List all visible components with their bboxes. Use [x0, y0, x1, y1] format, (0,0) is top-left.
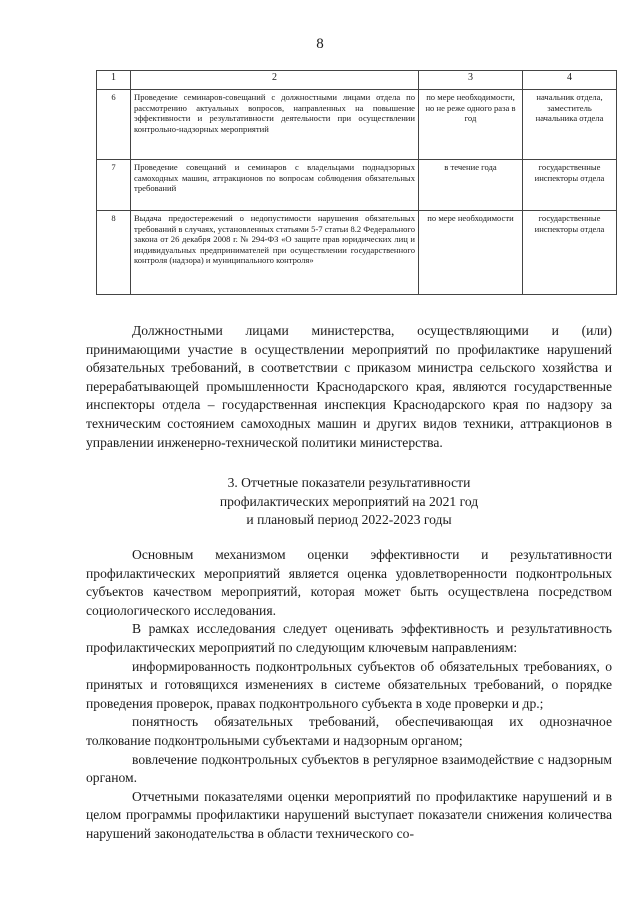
body-paragraph: В рамках исследования следует оценивать эффективность и результативность профилактических мероприятий по следующим ключевым направлениям: — [86, 621, 612, 655]
row-number: 6 — [97, 90, 131, 160]
body-paragraph: вовлечение подконтрольных субъектов в регулярное взаимодействие с надзорным органом. — [86, 751, 612, 786]
table-row — [97, 90, 617, 160]
measure-responsible: начальник отдела, заместитель начальника отдела — [523, 90, 617, 160]
table-row — [97, 160, 617, 211]
measure-text: Выдача предостережений о недопустимости нарушения обязательных требований в случаях, установленных статьями 5-7 статьи 8.2 Федерального закона от 26 декабря 2008 г. № 294-ФЗ «О защите прав юридических лиц и индивидуальных предпринимателей при осуществлении государственного контроля (надзора) и муниципального контроля» — [131, 211, 419, 295]
table-row — [97, 211, 617, 295]
measure-responsible: государственные инспекторы отдела — [523, 211, 617, 295]
body-paragraph: информированность подконтрольных субъектов об обязательных требованиях, о принятых и готовящихся изменениях в системе обязательных требований, о порядке проведения проверок, правах подконтрольного субъекта в ходе проверки и др.; — [86, 658, 612, 711]
table-header-cell: 4 — [523, 71, 617, 90]
table-header-cell: 3 — [419, 71, 523, 90]
section-title — [86, 474, 612, 530]
measure-responsible: государственные инспекторы отдела — [523, 160, 617, 211]
officials-paragraph-block — [86, 322, 612, 452]
table-header-cell: 1 — [97, 71, 131, 90]
measure-text: Проведение семинаров-совещаний с должностными лицами отдела по рассмотрению актуальных вопросов, направленных на повышение эффективности и результативности деятельности при осуществлении контрольно-надзорных мероприятий — [131, 90, 419, 160]
table-header-cell: 2 — [131, 71, 419, 90]
section-title-line: профилактических мероприятий на 2021 год — [219, 493, 479, 509]
measure-term: в течение года — [419, 160, 523, 211]
page-number: 8 — [316, 36, 324, 52]
officials-paragraph: Должностными лицами министерства, осуществляющими и (или) принимающими участие в осуществлении мероприятий по профилактике нарушений обязательных требований, в соответствии с приказом министра сельского хозяйства и перерабатывающей промышленности Краснодарского края, являются государственные инспекторы отдела – государственная инспекция Краснодарского края по надзору за техническим состоянием самоходных машин и других видов техники, аттракционов в управлении инженерно-технической политики министерства. — [86, 323, 612, 450]
body-paragraph: Отчетными показателями оценки мероприятий по профилактике нарушений и в целом программы профилактики нарушений выступает показатели снижения количества нарушений законодательства в области технического со- — [86, 788, 612, 841]
measure-text: Проведение совещаний и семинаров с владельцами поднадзорных самоходных машин, аттракционов по вопросам соблюдения обязательных требований — [131, 160, 419, 211]
section-body — [86, 546, 612, 844]
measure-term: по мере необходимости, но не реже одного раза в год — [419, 90, 523, 160]
body-paragraph: Основным механизмом оценки эффективности и результативности профилактических мероприятий является оценка удовлетворенности подконтрольных субъектов качеством мероприятий, которая может быть осуществлена посредством социологического исследования. — [86, 547, 612, 618]
row-number: 8 — [97, 211, 131, 295]
table-header-row — [97, 71, 617, 90]
section-title-line: и плановый период 2022-2023 годы — [246, 512, 452, 528]
measures-table — [96, 70, 617, 295]
section-title-line: 3. Отчетные показатели результативности — [227, 475, 471, 490]
body-paragraph: понятность обязательных требований, обеспечивающая их однозначное толкование подконтрольными субъектами и надзорным органом; — [86, 714, 612, 748]
row-number: 7 — [97, 160, 131, 211]
measure-term: по мере необходимости — [419, 211, 523, 295]
